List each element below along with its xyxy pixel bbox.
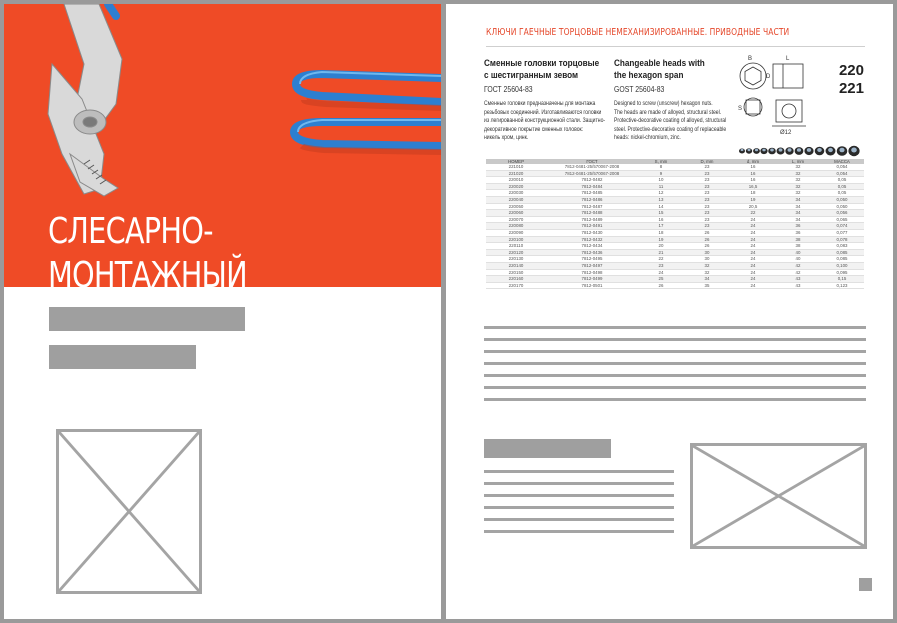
table-cell: 220120 [486,249,546,256]
placeholder-cross-icon [693,446,864,546]
table-cell: 24 [730,249,776,256]
text-line-placeholder [484,386,866,389]
table-cell: 32 [684,269,730,276]
table-cell: 16,5 [730,183,776,190]
table-cell: 220110 [486,243,546,250]
table-cell: 23 [684,190,730,197]
table-cell: 23 [684,164,730,170]
table-cell: 7812-0491 [546,223,638,230]
table-cell: 42 [776,269,820,276]
table-cell: 24 [730,229,776,236]
table-header-cell: ГОСТ [546,159,638,164]
table-cell: 0,065 [820,216,864,223]
table-cell: 25 [638,276,684,283]
table-cell: 24 [730,256,776,263]
table-cell: 32 [684,262,730,269]
table-cell: 0,05 [820,183,864,190]
table-cell: 42 [776,262,820,269]
subheading-placeholder-bar [49,345,196,369]
table-cell: 24 [730,262,776,269]
table-cell: 7812-0482 [546,177,638,184]
table-header-cell: НОМЕР [486,159,546,164]
table-cell: 19 [638,236,684,243]
text-line-placeholder [484,482,674,485]
table-cell: 23 [684,223,730,230]
table-cell: 7812-0436 [546,249,638,256]
table-row [486,229,864,236]
table-row [486,177,864,184]
table-cell: 34 [684,276,730,283]
table-cell: 24 [730,276,776,283]
table-row [486,223,864,230]
table-cell: 35 [684,282,730,289]
table-cell: 40 [776,256,820,263]
table-cell: 0,054 [820,170,864,177]
table-cell: 30 [684,256,730,263]
table-cell: 32 [776,164,820,170]
image-placeholder [56,429,202,594]
table-cell: 36 [776,229,820,236]
table-cell: 23 [684,210,730,217]
table-cell: 220080 [486,223,546,230]
product-text-ru: Сменные головки предназначены для монтажа резьбовых соединений. Изготавливаются головки из легированной конструкционной стали. Защитно- декоративное покрытие сменных головок: никель хром, цинк. [484,100,606,142]
product-description-en [614,58,742,143]
drawing-label-l: L [786,56,790,62]
table-cell: 26 [684,243,730,250]
table-cell: 17 [638,223,684,230]
table-cell: 30 [684,249,730,256]
table-cell: 7812-0499 [546,276,638,283]
heading-placeholder-bar [49,307,245,331]
table-cell: 23 [684,216,730,223]
product-standard-en: GOST 25604-83 [614,85,665,94]
table-header-cell: D, mm [684,159,730,164]
placeholder-cross-icon [59,432,199,591]
table-cell: 38 [776,236,820,243]
table-cell: 34 [776,216,820,223]
drawing-label-b: B [748,56,753,62]
table-cell: 220050 [486,203,546,210]
socket-set-photo [738,142,868,158]
table-row [486,170,864,177]
table-cell: 220160 [486,276,546,283]
table-cell: 7812-0488 [546,210,638,217]
table-header-cell: L, mm [776,159,820,164]
table-row [486,203,864,210]
table-cell: 0,056 [820,210,864,217]
table-cell: 220100 [486,236,546,243]
table-cell: 221010 [486,164,546,170]
text-line-placeholder [484,350,866,353]
table-cell: 220030 [486,190,546,197]
table-cell: 0,095 [820,269,864,276]
table-cell: 7812-0497 [546,262,638,269]
table-cell: 24 [730,269,776,276]
table-cell: 10 [638,177,684,184]
table-row [486,196,864,203]
table-cell: 24 [730,236,776,243]
product-text-en: Designed to screw (unscrew) hexagon nuts. The heads are made of alloyed, structural steel. Protective-decorative coating of alloyed, structural steel. Protective-decorative coating of replaceable heads: nickel-chromium, zinc. [614,100,727,142]
table-cell: 20 [638,243,684,250]
text-line-placeholder [484,470,674,473]
table-cell: 0,05 [820,190,864,197]
table-cell: 0,05 [820,177,864,184]
table-cell: 26 [684,236,730,243]
table-cell: 220170 [486,282,546,289]
section-title: КЛЮЧИ ГАЕЧНЫЕ ТОРЦОВЫЕ НЕМЕХАНИЗИРОВАННЫЕ. ПРИВОДНЫЕ ЧАСТИ [486,27,790,38]
table-cell: 220020 [486,183,546,190]
table-cell: 18 [638,229,684,236]
subheading-placeholder-bar [484,439,611,458]
text-line-placeholder [484,506,674,509]
title-divider [486,46,865,47]
text-line-placeholder [484,530,674,533]
table-cell: 0,123 [820,282,864,289]
table-cell: 23 [684,203,730,210]
text-line-placeholder [484,374,866,377]
table-cell: 22 [730,210,776,217]
drawing-label-d: D [766,74,771,80]
table-cell: 24 [730,243,776,250]
table-cell: 21 [638,249,684,256]
product-code-1: 220 [838,62,864,79]
table-cell: 18 [730,190,776,197]
table-cell: 0,100 [820,262,864,269]
table-cell: 13 [638,196,684,203]
table-cell: 23 [684,183,730,190]
text-line-placeholder [484,326,866,329]
table-cell: 0,085 [820,249,864,256]
table-row [486,282,864,289]
table-cell: 32 [776,170,820,177]
table-cell: 24 [730,223,776,230]
table-row [486,276,864,283]
table-cell: 220090 [486,229,546,236]
table-cell: 43 [776,282,820,289]
table-cell: 220040 [486,196,546,203]
table-cell: 0,085 [820,256,864,263]
table-cell: 23 [684,170,730,177]
table-row [486,190,864,197]
table-cell: 0,050 [820,196,864,203]
table-cell: 36 [776,223,820,230]
product-standard-ru: ГОСТ 25604-83 [484,85,533,94]
table-row [486,269,864,276]
text-line-placeholder [484,362,866,365]
table-cell: 0,078 [820,236,864,243]
table-cell: 16 [730,177,776,184]
section-hero-title: СЛЕСАРНО- МОНТАЖНЫЙ [48,211,247,287]
text-line-placeholder [484,518,674,521]
table-cell: 20,5 [730,203,776,210]
socket-technical-drawing [736,48,831,138]
table-cell: 16 [730,164,776,170]
table-cell: 7812-0495 [546,256,638,263]
table-cell: 0,054 [820,164,864,170]
table-cell: 23 [684,196,730,203]
table-cell: 221020 [486,170,546,177]
product-name-ru: Сменные головки торцовые с шестигранным зевом [484,58,600,81]
table-cell: 7812-0489 [546,216,638,223]
table-cell: 24 [730,282,776,289]
product-name-en: Changeable heads with the hexagon span [614,58,705,81]
table-cell: 220060 [486,210,546,217]
text-line-placeholder [484,338,866,341]
product-codes [832,62,864,98]
table-header-cell: МАССА [820,159,864,164]
table-cell: 34 [776,210,820,217]
product-description-ru [484,58,612,143]
table-cell: 0,050 [820,203,864,210]
table-cell: 24 [638,269,684,276]
table-cell: 220150 [486,269,546,276]
drawing-label-s: S [738,106,743,112]
table-cell: 16 [730,170,776,177]
table-cell: 38 [776,243,820,250]
image-placeholder [690,443,867,549]
table-cell: 9 [638,170,684,177]
table-cell: 7812-0485 [546,190,638,197]
table-cell: 24 [730,216,776,223]
table-cell: 7812-0481-25/570067-2008 [546,170,638,177]
table-row [486,183,864,190]
table-row [486,210,864,217]
table-cell: 32 [776,183,820,190]
table-row [486,256,864,263]
table-row [486,262,864,269]
table-cell: 26 [684,229,730,236]
table-cell: 32 [776,177,820,184]
table-cell: 220130 [486,256,546,263]
table-cell: 23 [638,262,684,269]
page-number-marker [859,578,872,591]
table-cell: 0,077 [820,229,864,236]
table-cell: 15 [638,210,684,217]
product-code-2: 221 [838,80,864,97]
table-cell: 8 [638,164,684,170]
table-row [486,243,864,250]
right-page [446,4,893,619]
table-cell: 7812-0486 [546,196,638,203]
table-row [486,216,864,223]
table-cell: 23 [684,177,730,184]
table-cell: 7812-0484 [546,183,638,190]
table-cell: 220010 [486,177,546,184]
table-cell: 7812-0430 [546,229,638,236]
table-cell: 0,15 [820,276,864,283]
table-header-cell: S, mm [638,159,684,164]
table-cell: 220070 [486,216,546,223]
table-cell: 7812-0501 [546,282,638,289]
table-cell: 7812-0498 [546,269,638,276]
left-page [4,4,441,619]
table-cell: 40 [776,249,820,256]
text-line-placeholder [484,398,866,401]
table-cell: 16 [638,216,684,223]
text-line-placeholder [484,494,674,497]
table-cell: 7812-0481-25/570067-2008 [546,164,638,170]
table-cell: 34 [776,203,820,210]
table-cell: 0,083 [820,243,864,250]
table-cell: 7812-0434 [546,243,638,250]
lower-content-area [446,289,893,619]
table-cell: 11 [638,183,684,190]
table-cell: 19 [730,196,776,203]
table-cell: 220140 [486,262,546,269]
table-cell: 43 [776,276,820,283]
table-cell: 26 [638,282,684,289]
table-cell: 14 [638,203,684,210]
hero-banner [4,4,441,287]
table-cell: 7812-0487 [546,203,638,210]
drawing-label-diameter: Ø12 [780,130,792,136]
table-cell: 0,074 [820,223,864,230]
table-row [486,236,864,243]
table-cell: 7812-0432 [546,236,638,243]
table-header-cell: d, mm [730,159,776,164]
table-cell: 22 [638,256,684,263]
table-row [486,249,864,256]
table-cell: 12 [638,190,684,197]
table-cell: 34 [776,196,820,203]
table-cell: 32 [776,190,820,197]
